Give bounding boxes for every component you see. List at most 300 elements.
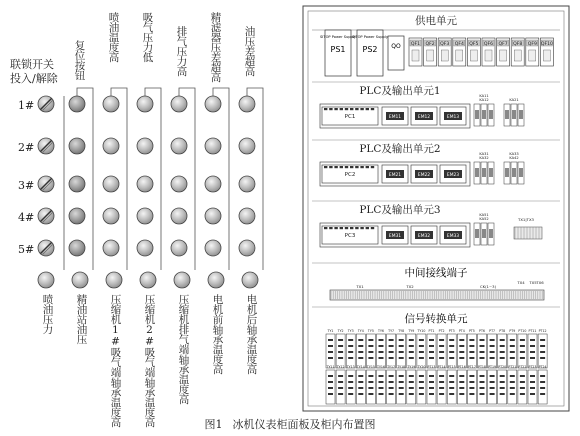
converter-pin: [540, 375, 545, 377]
converter-pin: [409, 381, 414, 383]
converter-pin: [429, 357, 434, 359]
plc-unit-2: [320, 142, 524, 186]
converter-pin: [500, 381, 505, 383]
converter-pin: [439, 351, 444, 353]
signal-bottom-tag-TY17: TY17: [387, 365, 396, 369]
terminal-pin: [355, 227, 358, 229]
terminal-unit: [330, 266, 544, 300]
converter-pin: [328, 339, 333, 341]
terminal-pin: [366, 227, 369, 229]
converter-pin: [530, 357, 535, 359]
signal-top-tag-TY4: TY4: [357, 329, 364, 333]
converter-pin: [409, 375, 414, 377]
converter-pin: [379, 351, 384, 353]
terminal-pin: [329, 227, 332, 229]
interlock-label-1: 联锁开关: [10, 58, 54, 71]
plc-unit-1: [320, 84, 524, 128]
converter-pin: [368, 393, 373, 395]
converter-pin: [358, 381, 363, 383]
converter-pin: [419, 375, 424, 377]
converter-pin: [439, 387, 444, 389]
converter-pin: [490, 387, 495, 389]
converter-pin: [379, 393, 384, 395]
converter-pin: [459, 393, 464, 395]
terminal-pin: [355, 166, 358, 168]
converter-pin: [368, 345, 373, 347]
converter-pin: [358, 387, 363, 389]
converter-pin: [459, 357, 464, 359]
breaker-toggle: [529, 50, 536, 61]
converter-pin: [449, 393, 454, 395]
signal-top-tag-TY9: TY9: [408, 329, 415, 333]
converter-pin: [449, 345, 454, 347]
converter-pin: [399, 381, 404, 383]
breaker-toggle: [427, 50, 434, 61]
terminal-pin: [371, 227, 374, 229]
breaker-toggle: [500, 50, 507, 61]
terminal-pin: [355, 108, 358, 110]
converter-pin: [469, 357, 474, 359]
converter-pin: [348, 381, 353, 383]
plc1-module-label-EM11: EM11: [388, 115, 402, 120]
converter-pin: [469, 345, 474, 347]
converter-pin: [358, 357, 363, 359]
signal-top-tag-PT8: PT8: [499, 329, 506, 333]
signal-top-tag-TY1: TY1: [327, 329, 334, 333]
terminal-pin: [371, 166, 374, 168]
signal-top-tag-TY6: TY6: [378, 329, 384, 333]
converter-pin: [439, 345, 444, 347]
signal-top-tag-PT6: PT6: [479, 329, 485, 333]
breaker-toggle: [543, 50, 550, 61]
converter-pin: [409, 357, 414, 359]
converter-pin: [399, 357, 404, 359]
converter-pin: [490, 357, 495, 359]
breaker-toggle: [514, 50, 521, 61]
converter-pin: [449, 375, 454, 377]
terminal-pin: [366, 166, 369, 168]
converter-pin: [419, 381, 424, 383]
signal-bottom-tag-PT13: PT13: [427, 365, 436, 369]
breaker-label-QF9: QF9: [527, 42, 537, 47]
terminal-pin: [350, 166, 353, 168]
converter-pin: [459, 381, 464, 383]
breaker-label-QF2: QF2: [425, 42, 435, 47]
converter-pin: [480, 393, 485, 395]
relay-body: [475, 110, 479, 119]
signal-bottom-tag-PT14: PT14: [437, 365, 446, 369]
converter-pin: [480, 357, 485, 359]
converter-pin: [520, 387, 525, 389]
signal-top-tag-TY2: TY2: [337, 329, 344, 333]
converter-pin: [379, 345, 384, 347]
converter-pin: [520, 351, 525, 353]
converter-pin: [368, 351, 373, 353]
breaker-label-QF7: QF7: [498, 42, 508, 47]
converter-pin: [510, 393, 515, 395]
converter-pin: [328, 387, 333, 389]
signal-bottom-tag-TY13: TY13: [346, 365, 355, 369]
converter-pin: [348, 339, 353, 341]
signal-top-tag-PT12: PT12: [538, 329, 547, 333]
converter-pin: [449, 339, 454, 341]
converter-pin: [338, 375, 343, 377]
bottom-label-comp1-suction-bearing: 压缩机1#吸气端轴承温度高: [109, 294, 122, 427]
signal-bottom-tag-TY12: TY12: [336, 365, 345, 369]
converter-pin: [439, 339, 444, 341]
plc-unit-3: [320, 203, 542, 247]
terminal-tag-TX1: TX1: [356, 284, 364, 289]
bottom-label-comp2-suction-bearing: 压缩机2#吸气端轴承温度高: [143, 294, 156, 427]
converter-pin: [480, 345, 485, 347]
plc1-relay-tag: KA12: [479, 98, 489, 102]
terminal-pin: [371, 108, 374, 110]
terminal-unit-title: 中间接线端子: [404, 267, 468, 279]
terminal-pin: [324, 227, 327, 229]
signal-bottom-tag-PT21: PT21: [508, 365, 517, 369]
converter-pin: [409, 351, 414, 353]
converter-pin: [399, 387, 404, 389]
breaker-label-QF5: QF5: [469, 42, 479, 47]
breaker-label-QF10: QF10: [540, 42, 553, 47]
converter-pin: [469, 393, 474, 395]
converter-pin: [530, 339, 535, 341]
ps1-top-text: SITOP Power Supply: [320, 35, 356, 39]
converter-pin: [500, 393, 505, 395]
converter-pin: [399, 345, 404, 347]
signal-row-bottom: [326, 365, 548, 404]
converter-pin: [540, 393, 545, 395]
converter-pin: [409, 387, 414, 389]
plc2-relay-tag: KA32: [479, 156, 489, 160]
relay-body: [482, 110, 486, 119]
converter-pin: [429, 345, 434, 347]
converter-pin: [389, 345, 394, 347]
relay-body: [489, 110, 493, 119]
top-label-oil-temp: 喷油温度高: [107, 12, 120, 62]
converter-pin: [368, 381, 373, 383]
converter-pin: [520, 381, 525, 383]
power-unit: [312, 14, 560, 76]
terminal-pin: [360, 227, 363, 229]
converter-pin: [389, 351, 394, 353]
converter-pin: [530, 345, 535, 347]
converter-pin: [540, 339, 545, 341]
converter-pin: [419, 351, 424, 353]
converter-pin: [530, 393, 535, 395]
converter-pin: [500, 357, 505, 359]
plc3-module-label-EM33: EM33: [446, 234, 460, 239]
converter-pin: [389, 339, 394, 341]
converter-pin: [449, 381, 454, 383]
converter-pin: [348, 351, 353, 353]
signal-bottom-tag-PT18: PT18: [478, 365, 486, 369]
breaker-toggle: [470, 50, 477, 61]
converter-pin: [540, 357, 545, 359]
plc2-title: PLC及输出单元2: [359, 143, 441, 155]
converter-pin: [338, 339, 343, 341]
ps2-label: PS2: [362, 45, 378, 54]
terminal-pin: [334, 227, 337, 229]
breaker-toggle: [485, 50, 492, 61]
converter-pin: [439, 393, 444, 395]
terminal-pin: [334, 108, 337, 110]
relay-body: [512, 110, 516, 119]
converter-pin: [328, 393, 333, 395]
converter-pin: [490, 381, 495, 383]
converter-pin: [338, 381, 343, 383]
terminal-pin: [340, 166, 343, 168]
converter-pin: [368, 339, 373, 341]
converter-pin: [459, 351, 464, 353]
converter-pin: [389, 381, 394, 383]
converter-pin: [348, 375, 353, 377]
converter-pin: [530, 375, 535, 377]
signal-bottom-tag-TY14: TY14: [356, 365, 365, 369]
converter-pin: [510, 339, 515, 341]
signal-bottom-tag-TY11: TY11: [326, 365, 335, 369]
terminal-pin: [340, 108, 343, 110]
converter-pin: [469, 375, 474, 377]
converter-pin: [520, 345, 525, 347]
bottom-label-oil-station: 精油站油压: [75, 294, 88, 344]
row-label-4: 4#: [18, 211, 35, 224]
converter-pin: [429, 393, 434, 395]
signal-unit: [326, 312, 548, 404]
converter-pin: [449, 357, 454, 359]
converter-pin: [500, 345, 505, 347]
converter-pin: [500, 387, 505, 389]
converter-pin: [429, 339, 434, 341]
signal-top-tag-PT1: PT1: [428, 329, 435, 333]
plc1-relay-tag: KA11: [479, 93, 489, 98]
converter-pin: [379, 375, 384, 377]
signal-bottom-tag-TY16: TY16: [377, 365, 385, 369]
converter-pin: [429, 387, 434, 389]
plc3-tx-tag: TX1|TX3: [518, 217, 534, 222]
converter-pin: [459, 387, 464, 389]
converter-pin: [429, 351, 434, 353]
converter-pin: [469, 387, 474, 389]
converter-pin: [439, 375, 444, 377]
converter-pin: [510, 345, 515, 347]
converter-pin: [338, 345, 343, 347]
converter-pin: [510, 387, 515, 389]
converter-pin: [480, 351, 485, 353]
relay-body: [475, 229, 479, 238]
terminal-tag-TX4: TX4: [517, 280, 525, 285]
converter-pin: [490, 351, 495, 353]
relay-body: [505, 110, 509, 119]
relay-body: [482, 229, 486, 238]
converter-pin: [358, 345, 363, 347]
converter-pin: [328, 381, 333, 383]
converter-pin: [469, 351, 474, 353]
terminal-pin: [329, 166, 332, 168]
breaker-row: [409, 38, 553, 66]
signal-top-tag-TY10: TY10: [417, 329, 426, 333]
plc1-title: PLC及输出单元1: [359, 85, 441, 97]
converter-pin: [399, 351, 404, 353]
converter-pin: [449, 351, 454, 353]
plc3-title: PLC及输出单元3: [359, 204, 441, 216]
plc2-module-label-EM22: EM22: [417, 173, 431, 178]
converter-pin: [368, 387, 373, 389]
converter-pin: [399, 393, 404, 395]
terminal-tags: [355, 280, 544, 289]
figure-number: 图1: [204, 418, 223, 431]
row-label-3: 3#: [18, 179, 35, 192]
terminal-pin: [345, 166, 348, 168]
terminal-tag-CK(1~3): CK(1~3): [479, 284, 497, 289]
terminal-pin: [340, 227, 343, 229]
converter-pin: [328, 357, 333, 359]
converter-pin: [419, 339, 424, 341]
terminal-pin: [345, 108, 348, 110]
converter-pin: [419, 345, 424, 347]
converter-pin: [459, 375, 464, 377]
relay-body: [489, 168, 493, 177]
terminal-pin: [350, 227, 353, 229]
top-label-suction-low: 吸气压力低: [141, 12, 154, 62]
signal-top-tag-TY5: TY5: [367, 329, 374, 333]
signal-bottom-tag-PT24: PT24: [538, 365, 547, 369]
converter-pin: [480, 381, 485, 383]
breaker-label-QF4: QF4: [454, 42, 464, 47]
breaker-label-QF3: QF3: [440, 42, 450, 47]
converter-pin: [530, 351, 535, 353]
converter-pin: [338, 357, 343, 359]
converter-pin: [379, 387, 384, 389]
terminal-pin: [324, 166, 327, 168]
converter-pin: [500, 339, 505, 341]
terminal-pin: [334, 166, 337, 168]
signal-top-tag-PT5: PT5: [468, 329, 475, 333]
relay-body: [489, 229, 493, 238]
converter-pin: [338, 393, 343, 395]
signal-top-tag-PT11: PT11: [528, 329, 537, 333]
interlock-label-2: 投入/解除: [10, 72, 58, 85]
converter-pin: [389, 393, 394, 395]
plc1-relay-tag: KA21: [509, 98, 519, 102]
converter-pin: [540, 351, 545, 353]
signal-bottom-tag-TY15: TY15: [366, 365, 375, 369]
signal-top-tag-TY3: TY3: [347, 329, 354, 333]
signal-bottom-tag-PT20: PT20: [498, 365, 507, 369]
terminal-pin: [324, 108, 327, 110]
plc2-module-label-EM23: EM23: [446, 173, 460, 178]
converter-pin: [459, 339, 464, 341]
terminal-pin: [360, 166, 363, 168]
converter-pin: [480, 339, 485, 341]
converter-pin: [540, 345, 545, 347]
terminal-pin: [360, 108, 363, 110]
converter-pin: [399, 339, 404, 341]
signal-bottom-tag-PT15: PT15: [447, 365, 456, 369]
converter-pin: [530, 381, 535, 383]
row-label-1: 1#: [18, 99, 35, 112]
signal-top-tag-PT4: PT4: [458, 329, 465, 333]
signal-bottom-tag-TY19: TY19: [407, 365, 416, 369]
converter-pin: [389, 375, 394, 377]
bottom-label-motor-rear-bearing: 电机后轴承温度高: [245, 294, 258, 374]
converter-pin: [399, 375, 404, 377]
row-label-5: 5#: [18, 243, 35, 256]
signal-bottom-tag-TY18: TY18: [397, 365, 406, 369]
plc3-relay-tag: KA52: [479, 217, 489, 221]
plc2-module-label-EM21: EM21: [388, 173, 402, 178]
converter-pin: [379, 339, 384, 341]
signal-unit-title: 信号转换单元: [404, 313, 468, 325]
plc1-module-label-EM13: EM13: [446, 115, 460, 120]
terminal-strip: [330, 290, 544, 300]
converter-pin: [389, 387, 394, 389]
signal-bottom-tag-PT19: PT19: [488, 365, 497, 369]
converter-pin: [348, 393, 353, 395]
converter-pin: [490, 393, 495, 395]
converter-pin: [510, 357, 515, 359]
converter-pin: [409, 339, 414, 341]
figure-title: 冰机仪表柜面板及柜内布置图: [232, 418, 376, 431]
breaker-toggle: [441, 50, 448, 61]
converter-pin: [358, 339, 363, 341]
converter-pin: [500, 375, 505, 377]
converter-pin: [449, 387, 454, 389]
top-label-reset: 复位按钮: [73, 40, 86, 80]
breaker-toggle: [456, 50, 463, 61]
plc2-cpu-label: PC2: [344, 172, 356, 178]
converter-pin: [500, 351, 505, 353]
breaker-label-QF6: QF6: [483, 42, 494, 47]
relay-body: [519, 110, 523, 119]
plc1-cpu-label: PC1: [344, 114, 356, 120]
signal-top-tag-PT10: PT10: [518, 329, 527, 333]
relay-body: [482, 168, 486, 177]
converter-pin: [358, 351, 363, 353]
bottom-label-comp-discharge-bearing: 压缩机排气端轴承温度高: [177, 294, 190, 404]
converter-pin: [419, 393, 424, 395]
converter-pin: [510, 351, 515, 353]
converter-pin: [520, 339, 525, 341]
converter-pin: [368, 357, 373, 359]
top-label-oil-dp: 油压差超高: [243, 26, 256, 76]
signal-top-tag-PT2: PT2: [438, 329, 445, 333]
relay-body: [505, 168, 509, 177]
converter-pin: [480, 375, 485, 377]
plc3-module-label-EM31: EM31: [388, 234, 402, 239]
plc2-relay-tag: KA31: [479, 151, 489, 156]
top-label-filter-dp: 精滤器压差超高: [209, 12, 222, 82]
bottom-label-motor-front-bearing: 电机前轴承温度高: [211, 294, 224, 374]
converter-pin: [389, 357, 394, 359]
qo-label: QO: [391, 43, 401, 50]
converter-pin: [348, 387, 353, 389]
signal-bottom-tag-PT22: PT22: [518, 365, 527, 369]
converter-pin: [490, 339, 495, 341]
converter-pin: [338, 387, 343, 389]
converter-pin: [510, 381, 515, 383]
converter-pin: [540, 381, 545, 383]
converter-pin: [439, 357, 444, 359]
converter-pin: [348, 345, 353, 347]
bottom-label-oil-pressure: 喷油压力: [41, 294, 54, 334]
converter-pin: [368, 375, 373, 377]
relay-body: [475, 168, 479, 177]
signal-bottom-tag-TY20: TY20: [417, 365, 426, 369]
converter-pin: [328, 375, 333, 377]
terminal-pin: [345, 227, 348, 229]
top-label-discharge-high: 排气压力高: [175, 26, 188, 76]
